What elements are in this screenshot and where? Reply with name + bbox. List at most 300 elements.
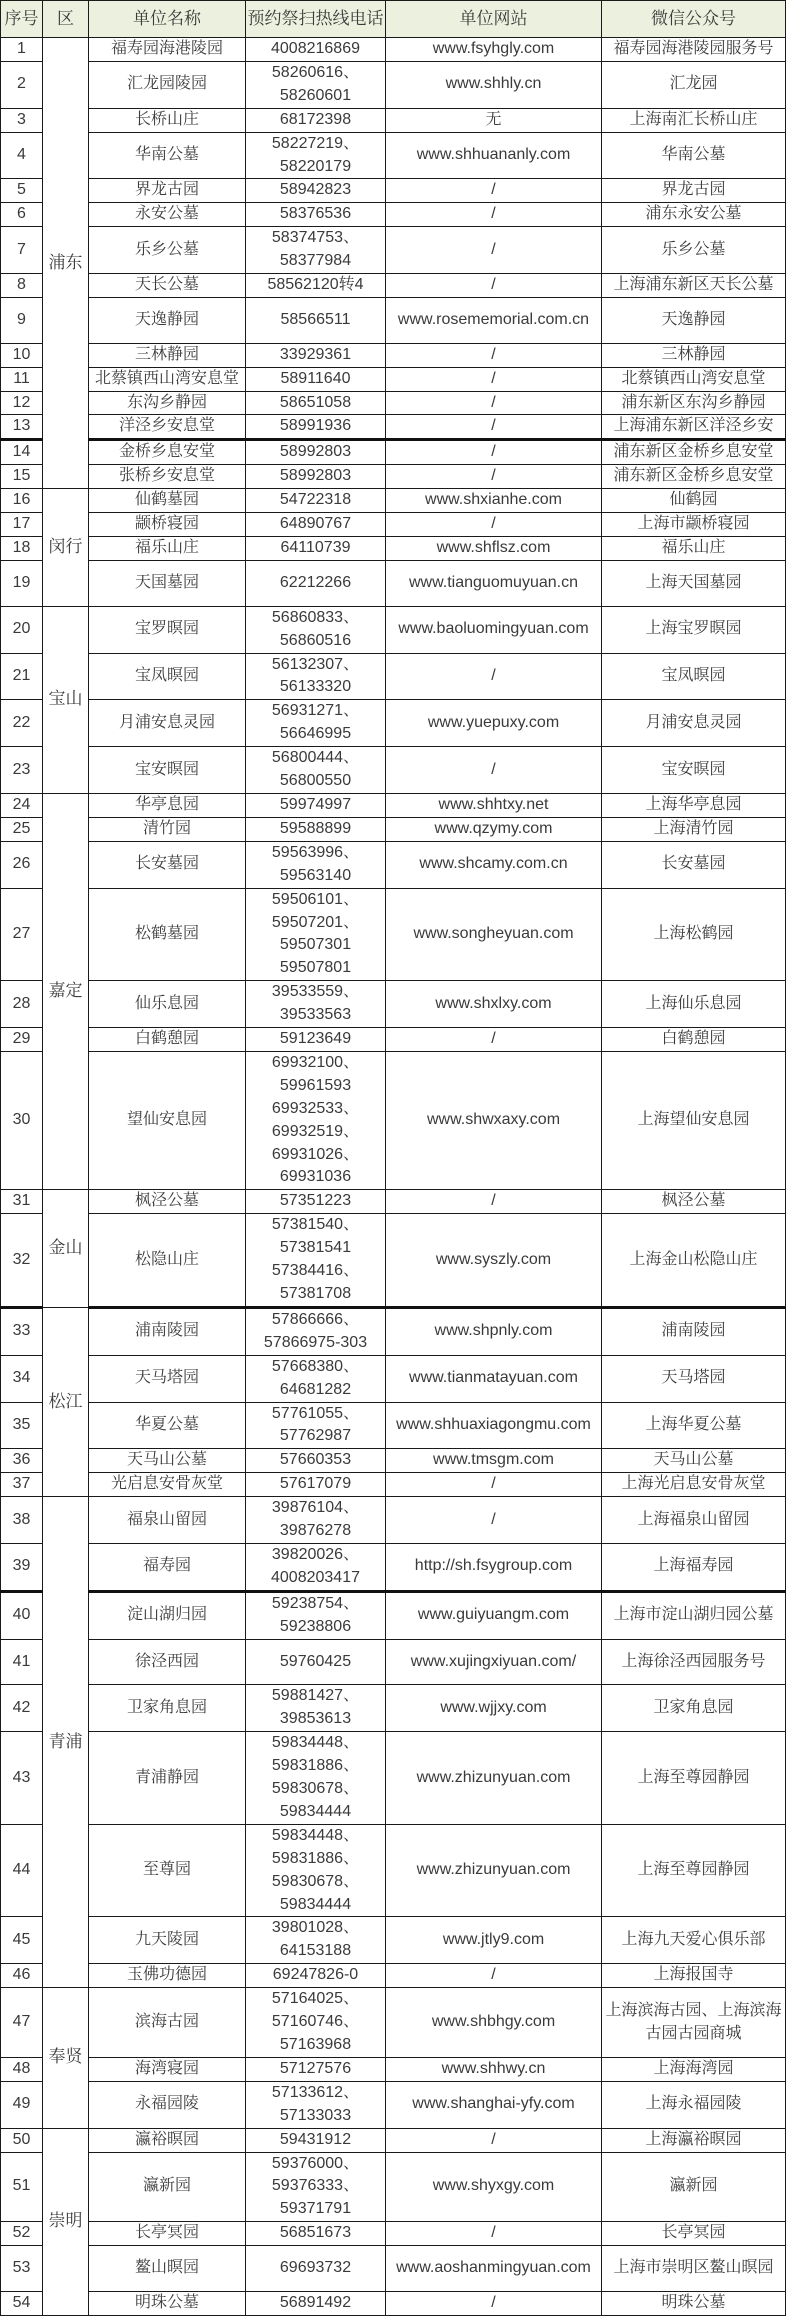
unit-name: 颛桥寝园	[89, 513, 246, 537]
phone-number: 56800550	[279, 772, 352, 790]
unit-website: 无	[386, 108, 602, 132]
hotline-phones	[246, 513, 386, 537]
phone-number: 58992803	[279, 443, 352, 461]
phone-number: 59376333、	[271, 2177, 360, 2195]
wechat-account: 浦东新区金桥乡息安堂	[602, 440, 786, 465]
row-index: 46	[1, 1964, 43, 1988]
header-district: 区	[43, 1, 89, 38]
phone-number: 57351223	[279, 1192, 352, 1210]
phone-number: 39801028、	[271, 1919, 360, 1937]
phone-number: 56860516	[279, 631, 352, 649]
unit-name: 卫家角息园	[89, 1685, 246, 1732]
table-row	[1, 1449, 786, 1473]
phone-number: 56133320	[279, 678, 352, 696]
unit-name: 鳌山暝园	[89, 2246, 246, 2292]
unit-website: www.shxlxy.com	[386, 981, 602, 1028]
header-hotline: 预约祭扫热线电话	[246, 1, 386, 38]
wechat-account: 上海报国寺	[602, 1964, 786, 1988]
hotline-phones	[246, 537, 386, 561]
phone-number: 58260616、	[271, 63, 360, 81]
phone-number: 39820026、	[271, 1545, 360, 1563]
table-row	[1, 274, 786, 298]
row-index: 52	[1, 2222, 43, 2246]
unit-website: www.zhizunyuan.com	[386, 1824, 602, 1917]
phone-number: 39533563	[279, 1006, 352, 1024]
hotline-phones	[246, 179, 386, 203]
phone-number: 39533559、	[271, 983, 360, 1001]
unit-website: /	[386, 1028, 602, 1052]
unit-name: 天国墓园	[89, 560, 246, 606]
unit-website: www.shhly.cn	[386, 61, 602, 108]
wechat-account: 上海九天爱心俱乐部	[602, 1917, 786, 1964]
row-index: 36	[1, 1449, 43, 1473]
unit-website: www.shhuaxiagongmu.com	[386, 1402, 602, 1449]
phone-number: 57617079	[279, 1475, 352, 1493]
district-cell: 青浦	[43, 1497, 89, 1988]
unit-website: www.jtly9.com	[386, 1917, 602, 1964]
unit-name: 白鹤憩园	[89, 1028, 246, 1052]
row-index: 15	[1, 465, 43, 489]
unit-website: www.shflsz.com	[386, 537, 602, 561]
table-row	[1, 1497, 786, 1544]
hotline-phones	[246, 297, 386, 343]
unit-website: /	[386, 513, 602, 537]
hotline-phones	[246, 1543, 386, 1591]
table-row	[1, 1685, 786, 1732]
table-row	[1, 841, 786, 888]
table-row	[1, 61, 786, 108]
unit-name: 福泉山留园	[89, 1497, 246, 1544]
phone-number: 59834448、	[271, 1826, 360, 1844]
phone-number: 57381541	[279, 1239, 352, 1257]
hotline-phones	[246, 415, 386, 440]
hotline-phones	[246, 1685, 386, 1732]
row-index: 13	[1, 415, 43, 440]
unit-name: 天逸静园	[89, 297, 246, 343]
hotline-phones	[246, 367, 386, 391]
district-cell: 浦东	[43, 38, 89, 489]
unit-website: /	[386, 227, 602, 274]
phone-number: 57761055、	[271, 1404, 360, 1422]
hotline-phones	[246, 1473, 386, 1497]
unit-website: /	[386, 343, 602, 367]
wechat-account: 上海市颛桥寝园	[602, 513, 786, 537]
phone-number: 59830678、	[271, 1780, 360, 1798]
hotline-phones	[246, 1307, 386, 1355]
unit-website: /	[386, 203, 602, 227]
phone-number: 59760425	[279, 1652, 352, 1670]
wechat-account: 天逸静园	[602, 297, 786, 343]
row-index: 50	[1, 2128, 43, 2152]
wechat-account: 仙鹤园	[602, 489, 786, 513]
wechat-account: 上海至尊园静园	[602, 1824, 786, 1917]
unit-website: www.syszly.com	[386, 1214, 602, 1308]
unit-website: www.xujingxiyuan.com/	[386, 1639, 602, 1685]
hotline-phones	[246, 1591, 386, 1639]
unit-name: 汇龙园陵园	[89, 61, 246, 108]
phone-number: 57381540、	[271, 1216, 360, 1234]
table-row	[1, 440, 786, 465]
phone-number: 58991936	[279, 417, 352, 435]
wechat-account: 上海市崇明区鳌山暝园	[602, 2246, 786, 2292]
unit-website: /	[386, 367, 602, 391]
wechat-account: 上海至尊园静园	[602, 1732, 786, 1825]
header-index: 序号	[1, 1, 43, 38]
row-index: 8	[1, 274, 43, 298]
unit-name: 天马塔园	[89, 1355, 246, 1402]
wechat-account: 卫家角息园	[602, 1685, 786, 1732]
unit-name: 明珠公墓	[89, 2291, 246, 2315]
phone-number: 69932519、	[271, 1122, 360, 1140]
unit-name: 天长公墓	[89, 274, 246, 298]
unit-name: 华南公墓	[89, 132, 246, 179]
unit-website: www.zhizunyuan.com	[386, 1732, 602, 1825]
unit-name: 福乐山庄	[89, 537, 246, 561]
wechat-account: 瀛新园	[602, 2152, 786, 2222]
wechat-account: 北蔡镇西山湾安息堂	[602, 367, 786, 391]
unit-website: /	[386, 1190, 602, 1214]
table-row	[1, 297, 786, 343]
phone-number: 69932533、	[271, 1099, 360, 1117]
table-row	[1, 1214, 786, 1308]
unit-name: 至尊园	[89, 1824, 246, 1917]
row-index: 38	[1, 1497, 43, 1544]
table-row	[1, 1307, 786, 1355]
district-cell: 宝山	[43, 606, 89, 793]
row-index: 17	[1, 513, 43, 537]
phone-number: 57668380、	[271, 1357, 360, 1375]
phone-number: 59881427、	[271, 1687, 360, 1705]
unit-name: 乐乡公墓	[89, 227, 246, 274]
row-index: 42	[1, 1685, 43, 1732]
unit-website: /	[386, 2128, 602, 2152]
row-index: 11	[1, 367, 43, 391]
hotline-phones	[246, 108, 386, 132]
phone-number: 58260601	[279, 86, 352, 104]
wechat-account: 上海华亭息园	[602, 793, 786, 817]
unit-name: 长亭冥园	[89, 2222, 246, 2246]
phone-number: 59238806	[279, 1617, 352, 1635]
table-row	[1, 1473, 786, 1497]
district-cell: 奉贤	[43, 1988, 89, 2128]
hotline-phones	[246, 440, 386, 465]
unit-website: /	[386, 653, 602, 700]
wechat-account: 上海南汇长桥山庄	[602, 108, 786, 132]
hotline-phones	[246, 391, 386, 415]
phone-number: 59834444	[279, 1895, 352, 1913]
hotline-phones	[246, 700, 386, 747]
phone-number: 59506101、	[271, 890, 360, 908]
hotline-phones	[246, 841, 386, 888]
row-index: 51	[1, 2152, 43, 2222]
hotline-phones	[246, 2057, 386, 2081]
wechat-account: 上海华夏公墓	[602, 1402, 786, 1449]
unit-website: /	[386, 415, 602, 440]
phone-number: 57133612、	[271, 2083, 360, 2101]
unit-website: www.shanghai-yfy.com	[386, 2081, 602, 2128]
table-row	[1, 108, 786, 132]
phone-number: 56931271、	[271, 702, 360, 720]
unit-website: www.qzymy.com	[386, 817, 602, 841]
phone-number: 58651058	[279, 393, 352, 411]
phone-number: 69931026、	[271, 1145, 360, 1163]
unit-name: 华夏公墓	[89, 1402, 246, 1449]
phone-number: 57160746、	[271, 2013, 360, 2031]
table-row	[1, 606, 786, 653]
wechat-account: 三林静园	[602, 343, 786, 367]
unit-website: www.shhwy.cn	[386, 2057, 602, 2081]
unit-website: www.guiyuangm.com	[386, 1591, 602, 1639]
hotline-phones	[246, 227, 386, 274]
hotline-phones	[246, 560, 386, 606]
row-index: 48	[1, 2057, 43, 2081]
wechat-account: 乐乡公墓	[602, 227, 786, 274]
wechat-account: 上海浦东新区天长公墓	[602, 274, 786, 298]
table-row	[1, 2246, 786, 2292]
unit-name: 月浦安息灵园	[89, 700, 246, 747]
district-cell: 崇明	[43, 2128, 89, 2315]
unit-website: www.shcamy.com.cn	[386, 841, 602, 888]
table-header-row	[1, 1, 786, 38]
table-row	[1, 1543, 786, 1591]
phone-number: 57133033	[279, 2106, 352, 2124]
wechat-account: 上海永福园陵	[602, 2081, 786, 2128]
wechat-account: 上海滨海古园、上海滨海古园古园商城	[602, 1988, 786, 2058]
phone-number: 57384416、	[271, 1262, 360, 1280]
wechat-account: 天马塔园	[602, 1355, 786, 1402]
table-row	[1, 343, 786, 367]
wechat-account: 上海市淀山湖归园公墓	[602, 1591, 786, 1639]
hotline-phones	[246, 1190, 386, 1214]
wechat-account: 上海松鹤园	[602, 888, 786, 981]
phone-number: 59507301	[279, 936, 352, 954]
unit-name: 三林静园	[89, 343, 246, 367]
hotline-phones	[246, 747, 386, 794]
unit-name: 长桥山庄	[89, 108, 246, 132]
phone-number: 39876278	[279, 1522, 352, 1540]
unit-website: www.rosememorial.com.cn	[386, 297, 602, 343]
unit-name: 北蔡镇西山湾安息堂	[89, 367, 246, 391]
row-index: 4	[1, 132, 43, 179]
phone-number: 57164025、	[271, 1990, 360, 2008]
phone-number: 56800444、	[271, 749, 360, 767]
row-index: 39	[1, 1543, 43, 1591]
row-index: 5	[1, 179, 43, 203]
row-index: 30	[1, 1051, 43, 1189]
wechat-account: 上海清竹园	[602, 817, 786, 841]
unit-website: www.baoluomingyuan.com	[386, 606, 602, 653]
hotline-phones	[246, 2246, 386, 2292]
wechat-account: 华南公墓	[602, 132, 786, 179]
district-cell: 松江	[43, 1307, 89, 1496]
row-index: 28	[1, 981, 43, 1028]
row-index: 34	[1, 1355, 43, 1402]
row-index: 22	[1, 700, 43, 747]
unit-website: /	[386, 440, 602, 465]
row-index: 47	[1, 1988, 43, 2058]
phone-number: 56132307、	[271, 655, 360, 673]
hotline-phones	[246, 1355, 386, 1402]
row-index: 33	[1, 1307, 43, 1355]
phone-number: 59563140	[279, 866, 352, 884]
row-index: 25	[1, 817, 43, 841]
row-index: 26	[1, 841, 43, 888]
wechat-account: 枫泾公墓	[602, 1190, 786, 1214]
phone-number: 59831886、	[271, 1849, 360, 1867]
table-row	[1, 227, 786, 274]
table-row	[1, 2222, 786, 2246]
unit-website: http://sh.fsygroup.com	[386, 1543, 602, 1591]
table-row	[1, 560, 786, 606]
phone-number: 59507201、	[271, 913, 360, 931]
unit-website: /	[386, 2222, 602, 2246]
unit-name: 福寿园海港陵园	[89, 38, 246, 62]
hotline-phones	[246, 1051, 386, 1189]
hotline-phones	[246, 61, 386, 108]
phone-number: 59376000、	[271, 2154, 360, 2172]
unit-name: 长安墓园	[89, 841, 246, 888]
phone-number: 57660353	[279, 1451, 352, 1469]
unit-name: 枫泾公墓	[89, 1190, 246, 1214]
hotline-phones	[246, 1964, 386, 1988]
unit-name: 洋泾乡安息堂	[89, 415, 246, 440]
phone-number: 59961593	[279, 1076, 352, 1094]
unit-website: www.shhuananly.com	[386, 132, 602, 179]
hotline-phones	[246, 1214, 386, 1308]
table-row	[1, 1917, 786, 1964]
phone-number: 57163968	[279, 2035, 352, 2053]
table-row	[1, 513, 786, 537]
district-cell: 闵行	[43, 489, 89, 607]
row-index: 24	[1, 793, 43, 817]
phone-number: 59123649	[279, 1030, 352, 1048]
wechat-account: 上海福寿园	[602, 1543, 786, 1591]
row-index: 27	[1, 888, 43, 981]
phone-number: 54722318	[279, 491, 352, 509]
row-index: 14	[1, 440, 43, 465]
unit-website: www.shbhgy.com	[386, 1988, 602, 2058]
phone-number: 59831886、	[271, 1757, 360, 1775]
hotline-phones	[246, 1732, 386, 1825]
row-index: 32	[1, 1214, 43, 1308]
hotline-phones	[246, 1639, 386, 1685]
hotline-phones	[246, 38, 386, 62]
unit-website: /	[386, 179, 602, 203]
hotline-phones	[246, 489, 386, 513]
phone-number: 58992803	[279, 467, 352, 485]
unit-name: 松隐山庄	[89, 1214, 246, 1308]
wechat-account: 上海金山松隐山庄	[602, 1214, 786, 1308]
unit-name: 瀛裕暝园	[89, 2128, 246, 2152]
phone-number: 4008216869	[271, 40, 360, 57]
hotline-phones	[246, 343, 386, 367]
unit-name: 九天陵园	[89, 1917, 246, 1964]
wechat-account: 上海宝罗暝园	[602, 606, 786, 653]
unit-name: 望仙安息园	[89, 1051, 246, 1189]
table-row	[1, 2291, 786, 2315]
unit-name: 滨海古园	[89, 1988, 246, 2058]
row-index: 18	[1, 537, 43, 561]
phone-number: 56860833、	[271, 608, 360, 626]
table-row	[1, 653, 786, 700]
phone-number: 58227219、	[271, 134, 360, 152]
unit-name: 浦南陵园	[89, 1307, 246, 1355]
row-index: 2	[1, 61, 43, 108]
table-row	[1, 415, 786, 440]
row-index: 21	[1, 653, 43, 700]
phone-number: 59588899	[279, 819, 352, 837]
row-index: 10	[1, 343, 43, 367]
phone-number: 56646995	[279, 725, 352, 743]
row-index: 3	[1, 108, 43, 132]
unit-name: 仙乐息园	[89, 981, 246, 1028]
table-row	[1, 817, 786, 841]
row-index: 1	[1, 38, 43, 62]
phone-number: 58377984	[279, 252, 352, 270]
wechat-account: 浦东永安公墓	[602, 203, 786, 227]
hotline-phones	[246, 2291, 386, 2315]
unit-name: 宝凤暝园	[89, 653, 246, 700]
phone-number: 58220179	[279, 157, 352, 175]
table-body	[1, 38, 786, 2316]
hotline-phones	[246, 653, 386, 700]
phone-number: 59834448、	[271, 1734, 360, 1752]
wechat-account: 福乐山庄	[602, 537, 786, 561]
unit-website: www.aoshanmingyuan.com	[386, 2246, 602, 2292]
row-index: 23	[1, 747, 43, 794]
hotline-phones	[246, 981, 386, 1028]
hotline-phones	[246, 2152, 386, 2222]
hotline-phones	[246, 465, 386, 489]
table-row	[1, 1988, 786, 2058]
row-index: 6	[1, 203, 43, 227]
wechat-account: 上海仙乐息园	[602, 981, 786, 1028]
row-index: 29	[1, 1028, 43, 1052]
table-row	[1, 2057, 786, 2081]
hotline-phones	[246, 888, 386, 981]
phone-number: 62212266	[279, 573, 352, 591]
hotline-phones	[246, 132, 386, 179]
wechat-account: 上海瀛裕暝园	[602, 2128, 786, 2152]
unit-name: 金桥乡息安堂	[89, 440, 246, 465]
table-row	[1, 1964, 786, 1988]
wechat-account: 浦东新区金桥乡息安堂	[602, 465, 786, 489]
wechat-account: 上海浦东新区洋泾乡安	[602, 415, 786, 440]
wechat-account: 天马山公墓	[602, 1449, 786, 1473]
row-index: 20	[1, 606, 43, 653]
phone-number: 58374753、	[271, 229, 360, 247]
phone-number: 59371791	[279, 2200, 352, 2218]
row-index: 19	[1, 560, 43, 606]
row-index: 7	[1, 227, 43, 274]
table-row	[1, 1190, 786, 1214]
table-row	[1, 888, 786, 981]
table-row	[1, 2128, 786, 2152]
table-row	[1, 700, 786, 747]
unit-name: 青浦静园	[89, 1732, 246, 1825]
row-index: 40	[1, 1591, 43, 1639]
unit-name: 永福园陵	[89, 2081, 246, 2128]
table-row	[1, 793, 786, 817]
hotline-phones	[246, 1449, 386, 1473]
table-row	[1, 489, 786, 513]
unit-website: /	[386, 2291, 602, 2315]
wechat-account: 上海海湾园	[602, 2057, 786, 2081]
phone-number: 57127576	[279, 2059, 352, 2077]
unit-website: www.shyxgy.com	[386, 2152, 602, 2222]
unit-website: www.shxianhe.com	[386, 489, 602, 513]
unit-name: 瀛新园	[89, 2152, 246, 2222]
